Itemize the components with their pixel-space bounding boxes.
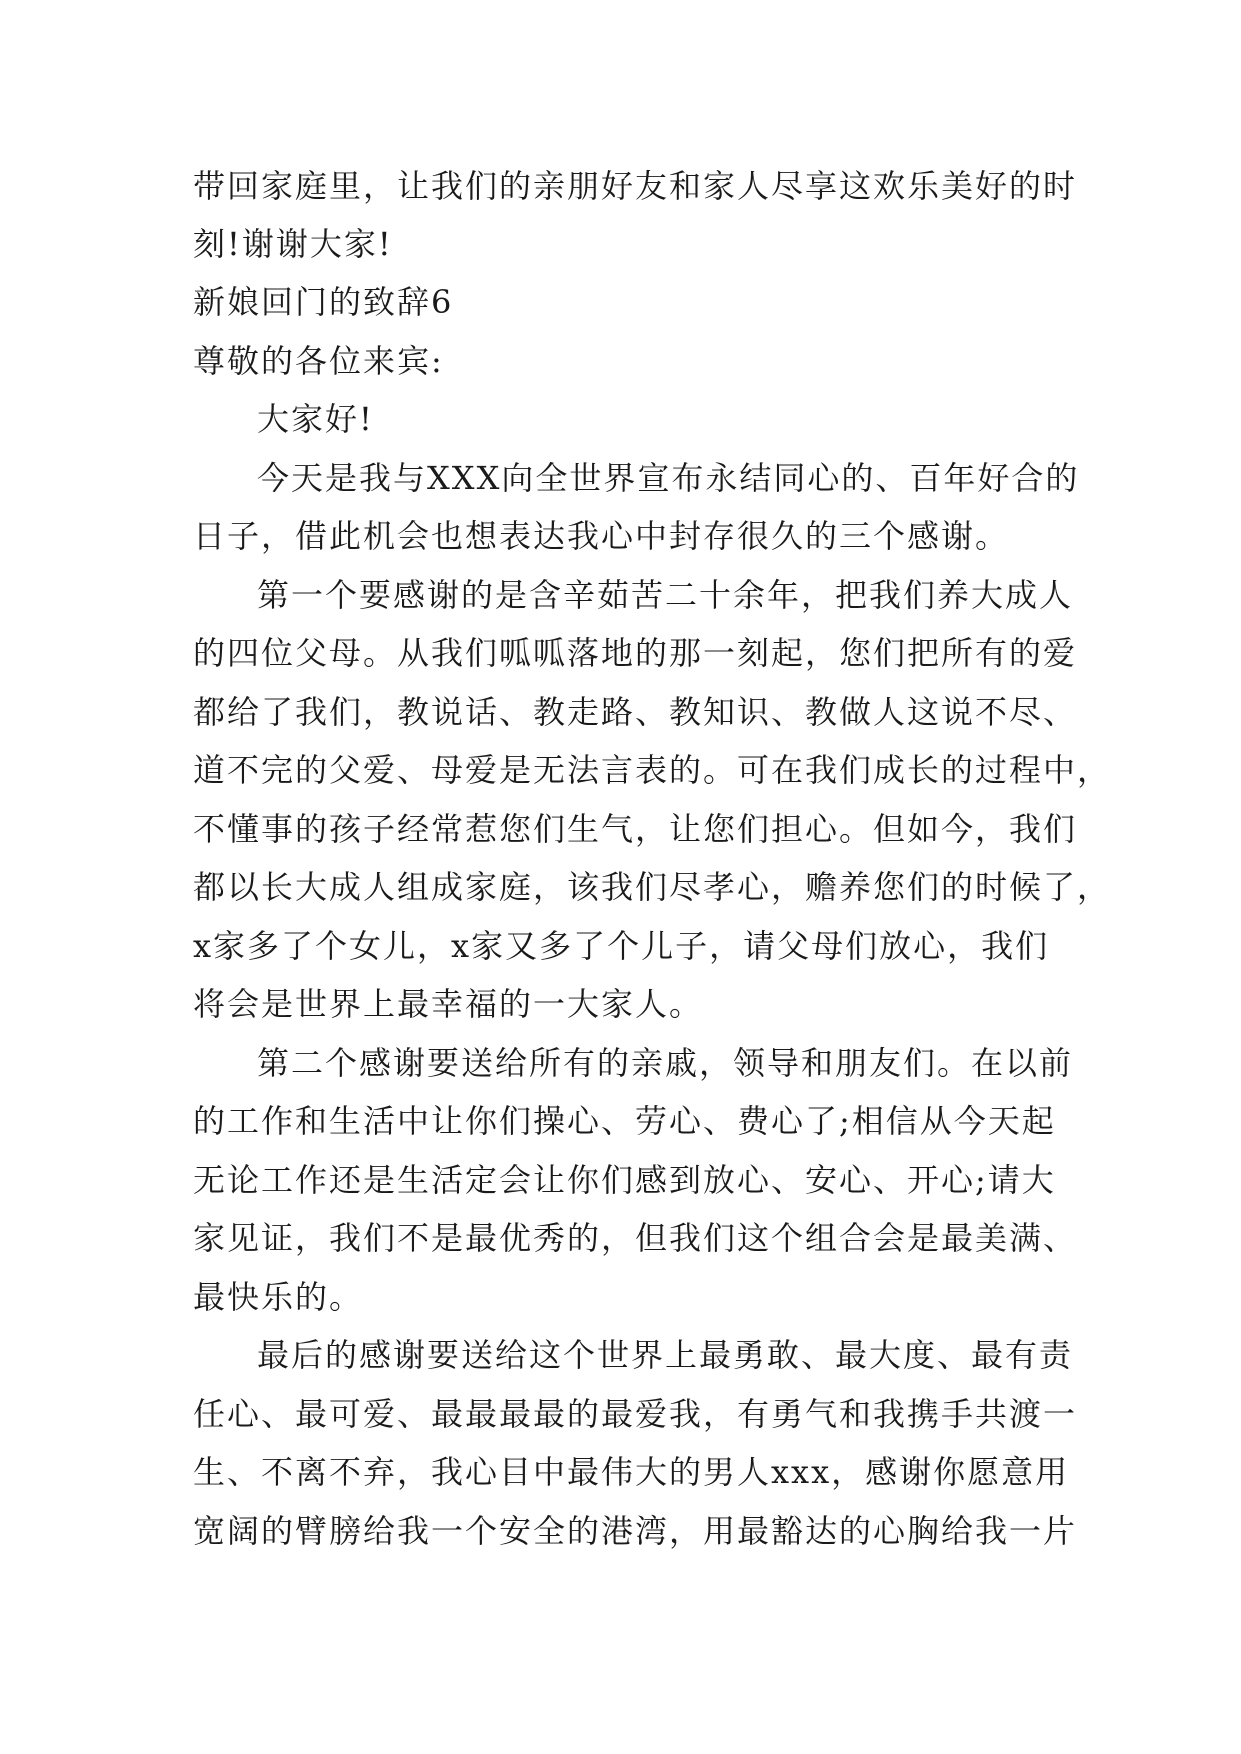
section-heading: 新娘回门的致辞6 bbox=[193, 283, 454, 321]
paragraph-line: 今天是我与XXX向全世界宣布永结同心的、百年好合的 bbox=[257, 459, 1080, 497]
paragraph-line: 任心、最可爱、最最最最的最爱我，有勇气和我携手共渡一 bbox=[193, 1395, 1078, 1433]
paragraph-line: 第一个要感谢的是含辛茹苦二十余年，把我们养大成人 bbox=[257, 576, 1074, 614]
paragraph-line: 日子，借此机会也想表达我心中封存很久的三个感谢。 bbox=[193, 517, 1010, 555]
text-line: 刻!谢谢大家! bbox=[193, 225, 393, 263]
paragraph-line: 道不完的父爱、母爱是无法言表的。可在我们成长的过程中， bbox=[193, 751, 1112, 789]
paragraph-line: 都以长大成人组成家庭，该我们尽孝心，赡养您们的时候了， bbox=[193, 868, 1112, 906]
paragraph-line: 第二个感谢要送给所有的亲戚，领导和朋友们。在以前 bbox=[257, 1044, 1074, 1082]
salutation: 尊敬的各位来宾: bbox=[193, 342, 444, 380]
paragraph-line: 将会是世界上最幸福的一大家人。 bbox=[193, 985, 704, 1023]
paragraph-line: 的四位父母。从我们呱呱落地的那一刻起，您们把所有的爱 bbox=[193, 634, 1078, 672]
greeting: 大家好! bbox=[257, 400, 374, 438]
paragraph-line: x家多了个女儿，x家又多了个儿子，请父母们放心，我们 bbox=[193, 927, 1050, 965]
paragraph-line: 无论工作还是生活定会让你们感到放心、安心、开心;请大 bbox=[193, 1161, 1056, 1199]
paragraph-line: 最后的感谢要送给这个世界上最勇敢、最大度、最有责 bbox=[257, 1336, 1074, 1374]
paragraph-line: 都给了我们，教说话、教走路、教知识、教做人这说不尽、 bbox=[193, 693, 1078, 731]
paragraph-line: 不懂事的孩子经常惹您们生气，让您们担心。但如今，我们 bbox=[193, 810, 1078, 848]
paragraph-line: 宽阔的臂膀给我一个安全的港湾，用最豁达的心胸给我一片 bbox=[193, 1512, 1078, 1550]
paragraph-line: 最快乐的。 bbox=[193, 1278, 364, 1316]
paragraph-line: 家见证，我们不是最优秀的，但我们这个组合会是最美满、 bbox=[193, 1219, 1078, 1257]
text-line: 带回家庭里，让我们的亲朋好友和家人尽享这欢乐美好的时 bbox=[193, 167, 1078, 205]
paragraph-line: 的工作和生活中让你们操心、劳心、费心了;相信从今天起 bbox=[193, 1102, 1056, 1140]
paragraph-line: 生、不离不弃，我心目中最伟大的男人xxx，感谢你愿意用 bbox=[193, 1453, 1070, 1491]
